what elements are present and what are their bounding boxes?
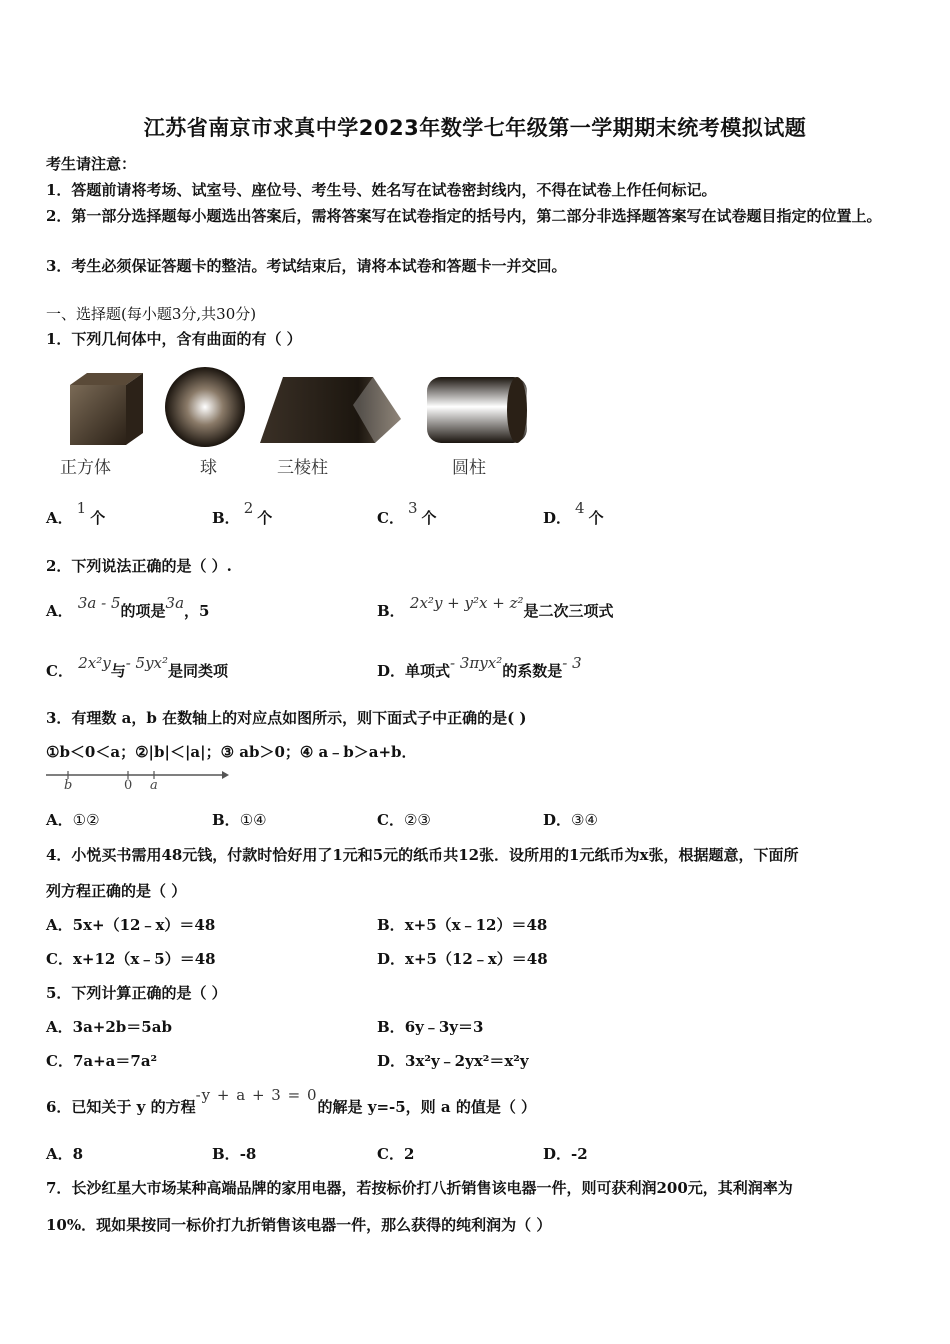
q1-option-b[interactable]: B．2个 [212,499,273,527]
q6-option-c[interactable]: C．2 [377,1145,415,1163]
prism-icon [260,377,401,443]
sphere-icon [165,367,245,447]
q6-option-b[interactable]: B．-8 [212,1145,257,1163]
q3-option-b[interactable]: B．①④ [212,811,267,829]
q2-option-c[interactable]: C． 2x²y与- 5yx²是同类项 [46,654,229,680]
cylinder-icon [427,377,527,443]
exam-title: 江苏省南京市求真中学2023年数学七年级第一学期期末统考模拟试题 [143,116,807,140]
label-sphere: 球 [200,458,217,478]
q6-equation: -y + a + 3 = 0 [195,1086,318,1104]
numline-label-0: 0 [124,778,133,793]
label-prism: 三棱柱 [277,458,328,478]
section-heading: 一、选择题(每小题3分,共30分) [46,305,257,323]
q4-option-b[interactable]: B．x+5（x﹣12）＝48 [377,916,548,934]
q3-number-line [44,768,229,796]
q5-option-b[interactable]: B．6y﹣3y＝3 [377,1018,484,1036]
q3-option-d[interactable]: D．③④ [543,811,598,829]
q3-stem: 3．有理数 a，b 在数轴上的对应点如图所示，则下面式子中正确的是( ) [46,709,527,727]
q2-option-b[interactable]: B． 2x²y + y²x + z²是二次三项式 [377,594,614,620]
q5-option-d[interactable]: D．3x²y﹣2yx²＝x²y [377,1052,529,1070]
q1-stem: 1．下列几何体中，含有曲面的有（ ） [46,330,302,348]
q1-solids-figure [55,365,555,480]
q5-stem: 5．下列计算正确的是（ ） [46,984,227,1002]
q4-option-c[interactable]: C．x+12（x﹣5）＝48 [46,950,216,968]
q4-option-a[interactable]: A．5x+（12﹣x）＝48 [46,916,216,934]
q2-option-a[interactable]: A． 3a - 5的项是3a，5 [46,594,210,620]
q4-stem-line1: 4．小悦买书需用48元钱，付款时恰好用了1元和5元的纸币共12张．设所用的1元纸币为x张，根据题意，下面所 [46,846,799,864]
q3-option-c[interactable]: C．②③ [377,811,431,829]
q1-option-c[interactable]: C．3个 [377,499,437,527]
q4-stem-line2: 列方程正确的是（ ） [46,882,187,900]
notice-item-3: 3．考生必须保证答题卡的整洁。考试结束后，请将本试卷和答题卡一并交回。 [46,257,567,275]
q1-option-a[interactable]: A．1个 [46,499,106,527]
q3-statements: ①b＜0＜a；②|b|＜|a|；③ ab＞0；④ a﹣b＞a+b． [46,743,417,761]
q6-stem: 6．已知关于 y 的方程-y + a + 3 = 0的解是 y=-5，则 a 的值是（ ） [46,1086,537,1116]
q6-option-a[interactable]: A．8 [46,1145,84,1163]
notice-item-1: 1．答题前请将考场、试室号、座位号、考生号、姓名写在试卷密封线内，不得在试卷上作任何标记。 [46,181,717,199]
solids-illustration [55,365,555,455]
notice-item-2: 2．第一部分选择题每小题选出答案后，需将答案写在试卷指定的括号内，第二部分非选择题答案写在试卷题目指定的位置上。 [46,207,882,225]
cube-icon [70,373,143,445]
notice-heading: 考生请注意： [46,155,137,173]
q2-stem: 2．下列说法正确的是（ ）. [46,557,232,575]
q7-stem-line1: 7．长沙红星大市场某种高端品牌的家用电器，若按标价打八折销售该电器一件，则可获利润200元，其利润率为 [46,1179,793,1197]
q1-option-d[interactable]: D．4个 [543,499,604,527]
q6-option-d[interactable]: D．-2 [543,1145,588,1163]
q4-option-d[interactable]: D．x+5（12﹣x）＝48 [377,950,548,968]
q7-stem-line2: 10%．现如果按同一标价打九折销售该电器一件，那么获得的纯利润为（ ） [46,1216,552,1234]
q2-option-d[interactable]: D．单项式- 3πyx²的系数是- 3 [377,654,582,680]
label-cylinder: 圆柱 [452,458,486,478]
q3-option-a[interactable]: A．①② [46,811,100,829]
q5-option-a[interactable]: A．3a+2b＝5ab [46,1018,172,1036]
numline-label-b: b [64,778,73,793]
numline-label-a: a [150,778,158,793]
q5-option-c[interactable]: C．7a+a＝7a² [46,1052,158,1070]
label-cube: 正方体 [60,458,111,478]
